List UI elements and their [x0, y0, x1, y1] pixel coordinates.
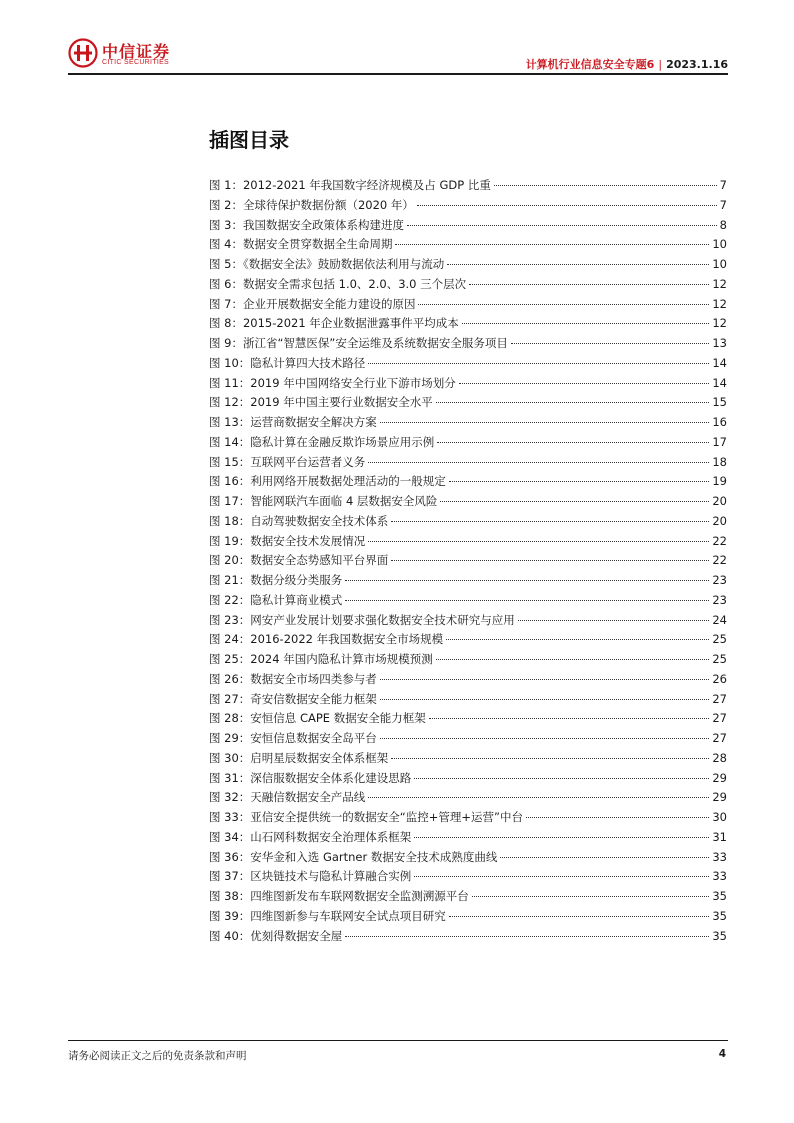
- toc-entry-page: 13: [712, 336, 727, 350]
- header-separator: |: [658, 58, 663, 71]
- toc-leader-dots: [368, 363, 709, 364]
- toc-entry[interactable]: [209, 927, 727, 947]
- toc-entry[interactable]: [209, 354, 727, 374]
- toc-entry-page: 12: [712, 276, 727, 291]
- toc-leader-dots: [414, 876, 709, 877]
- toc-leader-dots: [345, 600, 709, 601]
- figure-list: [209, 176, 727, 946]
- toc-leader-dots: [462, 323, 710, 324]
- citic-logo: [68, 36, 198, 72]
- toc-entry[interactable]: [209, 670, 727, 690]
- toc-leader-dots: [391, 560, 709, 561]
- toc-entry[interactable]: [209, 709, 727, 729]
- toc-entry-label: 图 32：天融信数据安全产品线: [209, 790, 366, 805]
- toc-entry-page: 35: [712, 889, 727, 903]
- toc-entry[interactable]: [209, 769, 727, 789]
- toc-entry-label: 图 19：数据安全技术发展情况: [209, 533, 366, 548]
- toc-entry[interactable]: [209, 472, 727, 492]
- toc-entry[interactable]: [209, 393, 727, 413]
- toc-entry-label: 图 23：网安产业发展计划要求强化数据安全技术研究与应用: [209, 612, 515, 627]
- toc-leader-dots: [459, 383, 710, 384]
- toc-entry[interactable]: [209, 453, 727, 473]
- toc-entry-page: 20: [712, 494, 727, 508]
- toc-leader-dots: [414, 778, 709, 779]
- toc-entry-page: 14: [712, 355, 727, 370]
- toc-entry-page: 29: [712, 790, 727, 805]
- toc-entry-page: 31: [712, 829, 727, 844]
- toc-leader-dots: [518, 620, 710, 621]
- toc-entry[interactable]: [209, 690, 727, 710]
- toc-entry[interactable]: [209, 788, 727, 808]
- toc-entry-page: 24: [712, 612, 727, 627]
- page-title: 插图目录: [209, 128, 289, 152]
- page-number: 4: [718, 1048, 726, 1060]
- footer-disclaimer: 请务必阅读正文之后的免责条款和声明: [68, 1050, 247, 1062]
- toc-entry[interactable]: [209, 611, 727, 631]
- toc-entry-label: 图 33：亚信安全提供统一的数据安全“监控+管理+运营”中台: [209, 810, 523, 824]
- report-title: 计算机行业信息安全专题6: [525, 58, 655, 71]
- toc-leader-dots: [449, 916, 710, 917]
- toc-entry[interactable]: [209, 650, 727, 670]
- toc-entry-label: 图 7：企业开展数据安全能力建设的原因: [209, 296, 416, 311]
- toc-leader-dots: [436, 659, 710, 660]
- toc-entry-label: 图 36：安华金和入选 Gartner 数据安全技术成熟度曲线: [209, 849, 498, 864]
- toc-entry-label: 图 25：2024 年国内隐私计算市场规模预测: [209, 652, 433, 666]
- toc-entry-label: 图 9：浙江省“智慧医保”安全运维及系统数据安全服务项目: [209, 336, 508, 350]
- toc-entry[interactable]: [209, 314, 727, 334]
- toc-entry[interactable]: [209, 176, 727, 196]
- toc-entry[interactable]: [209, 630, 727, 650]
- toc-entry[interactable]: [209, 887, 727, 907]
- toc-leader-dots: [380, 699, 710, 700]
- toc-leader-dots: [526, 817, 709, 818]
- toc-entry-page: 22: [712, 553, 727, 568]
- toc-entry-label: 图 11：2019 年中国网络安全行业下游市场划分: [209, 375, 456, 390]
- toc-entry[interactable]: [209, 551, 727, 571]
- toc-entry-label: 图 4：数据安全贯穿数据全生命周期: [209, 237, 393, 252]
- citic-emblem-icon: [68, 38, 98, 68]
- toc-entry-label: 图 31：深信服数据安全体系化建设思路: [209, 770, 412, 785]
- logo-english-name: CITIC SECURITIES: [102, 59, 170, 66]
- toc-entry-label: 图 20：数据安全态势感知平台界面: [209, 553, 389, 568]
- footer-divider: [68, 1040, 728, 1041]
- toc-entry-page: 27: [712, 691, 727, 706]
- toc-entry-page: 27: [712, 731, 727, 745]
- toc-entry[interactable]: [209, 255, 727, 275]
- toc-entry-label: 图 2：全球待保护数据份额（2020 年）: [209, 197, 414, 212]
- toc-entry-page: 22: [712, 533, 727, 548]
- toc-entry-page: 30: [712, 810, 727, 824]
- toc-entry[interactable]: [209, 295, 727, 315]
- toc-entry-page: 26: [712, 671, 727, 686]
- toc-leader-dots: [407, 225, 717, 226]
- toc-entry-page: 35: [712, 908, 727, 923]
- toc-entry-label: 图 8：2015-2021 年企业数据泄露事件平均成本: [209, 316, 459, 331]
- toc-entry-label: 图 27：奇安信数据安全能力框架: [209, 691, 377, 706]
- toc-entry[interactable]: [209, 848, 727, 868]
- toc-entry-label: 图 18：自动驾驶数据安全技术体系: [209, 513, 389, 528]
- toc-entry-page: 7: [719, 197, 727, 212]
- toc-entry-label: 图 16：利用网络开展数据处理活动的一般规定: [209, 474, 446, 489]
- toc-entry-page: 8: [719, 217, 727, 232]
- toc-entry-page: 19: [712, 474, 727, 489]
- toc-entry-page: 33: [712, 869, 727, 884]
- toc-entry-page: 10: [712, 237, 727, 252]
- toc-entry-label: 图 29：安恒信息数据安全岛平台: [209, 731, 377, 745]
- toc-entry[interactable]: [209, 196, 727, 216]
- toc-entry-label: 图 26：数据安全市场四类参与者: [209, 671, 377, 686]
- toc-entry-label: 图 14：隐私计算在金融反欺诈场景应用示例: [209, 434, 435, 449]
- toc-entry-label: 图 13：运营商数据安全解决方案: [209, 415, 377, 429]
- toc-entry-label: 图 3：我国数据安全政策体系构建进度: [209, 217, 404, 232]
- toc-leader-dots: [368, 462, 709, 463]
- toc-leader-dots: [368, 797, 709, 798]
- toc-leader-dots: [436, 402, 710, 403]
- toc-leader-dots: [440, 501, 709, 502]
- toc-leader-dots: [418, 304, 709, 305]
- toc-entry-label: 图 38：四维图新发布车联网数据安全监测溯源平台: [209, 889, 469, 903]
- toc-entry-label: 图 15：互联网平台运营者义务: [209, 454, 366, 469]
- toc-entry-label: 图 17：智能网联汽车面临 4 层数据安全风险: [209, 494, 438, 508]
- toc-entry-page: 33: [712, 849, 727, 864]
- toc-entry[interactable]: [209, 433, 727, 453]
- toc-entry-page: 23: [712, 592, 727, 607]
- toc-leader-dots: [437, 442, 709, 443]
- toc-entry[interactable]: [209, 571, 727, 591]
- toc-entry[interactable]: [209, 334, 727, 354]
- toc-entry-page: 25: [712, 632, 727, 647]
- toc-leader-dots: [414, 837, 709, 838]
- toc-entry[interactable]: [209, 235, 727, 255]
- toc-leader-dots: [380, 738, 710, 739]
- header-divider: [68, 73, 728, 75]
- logo-chinese-name: 中信证券: [102, 42, 171, 61]
- toc-entry[interactable]: [209, 275, 727, 295]
- toc-leader-dots: [395, 244, 709, 245]
- toc-entry[interactable]: [209, 907, 727, 927]
- toc-leader-dots: [494, 185, 717, 186]
- toc-leader-dots: [472, 896, 710, 897]
- toc-leader-dots: [391, 758, 709, 759]
- toc-entry-page: 27: [712, 711, 727, 726]
- toc-leader-dots: [380, 679, 710, 680]
- toc-entry-label: 图 39：四维图新参与车联网安全试点项目研究: [209, 908, 446, 923]
- toc-entry[interactable]: [209, 532, 727, 552]
- toc-entry-label: 图 37：区块链技术与隐私计算融合实例: [209, 869, 412, 884]
- toc-entry-label: 图 21：数据分级分类服务: [209, 573, 343, 587]
- toc-entry-page: 14: [712, 375, 727, 390]
- toc-leader-dots: [469, 284, 709, 285]
- toc-leader-dots: [391, 521, 709, 522]
- toc-entry[interactable]: [209, 749, 727, 769]
- toc-entry-page: 20: [712, 513, 727, 528]
- toc-entry[interactable]: [209, 216, 727, 236]
- toc-leader-dots: [500, 857, 709, 858]
- toc-entry[interactable]: [209, 867, 727, 887]
- toc-leader-dots: [345, 580, 709, 581]
- toc-entry[interactable]: [209, 729, 727, 749]
- toc-leader-dots: [446, 639, 709, 640]
- toc-entry-page: 18: [712, 454, 727, 469]
- toc-entry-page: 23: [712, 573, 727, 587]
- page-header: [68, 36, 728, 76]
- toc-entry[interactable]: [209, 512, 727, 532]
- toc-leader-dots: [380, 422, 710, 423]
- toc-entry-label: 图 10：隐私计算四大技术路径: [209, 355, 366, 370]
- toc-entry-page: 15: [712, 395, 727, 410]
- toc-entry[interactable]: [209, 828, 727, 848]
- toc-leader-dots: [345, 936, 709, 937]
- toc-entry-page: 35: [712, 928, 727, 943]
- toc-entry-label: 图 30：启明星辰数据安全体系框架: [209, 750, 389, 765]
- toc-entry-label: 图 22：隐私计算商业模式: [209, 592, 343, 607]
- toc-entry-label: 图 1：2012-2021 年我国数字经济规模及占 GDP 比重: [209, 178, 491, 192]
- toc-entry-page: 12: [712, 316, 727, 331]
- toc-entry-page: 29: [712, 770, 727, 785]
- toc-leader-dots: [447, 264, 709, 265]
- toc-entry-label: 图 28：安恒信息 CAPE 数据安全能力框架: [209, 711, 426, 726]
- toc-entry-label: 图 12：2019 年中国主要行业数据安全水平: [209, 395, 433, 410]
- toc-entry-page: 28: [712, 750, 727, 765]
- report-date: 2023.1.16: [666, 58, 728, 71]
- toc-leader-dots: [368, 541, 709, 542]
- header-report-info: [526, 56, 728, 72]
- toc-entry-page: 7: [719, 178, 727, 192]
- toc-entry-page: 10: [712, 257, 727, 271]
- toc-entry-label: 图 24：2016-2022 年我国数据安全市场规模: [209, 632, 444, 647]
- toc-entry-label: 图 34：山石网科数据安全治理体系框架: [209, 829, 412, 844]
- toc-entry[interactable]: [209, 374, 727, 394]
- toc-leader-dots: [429, 718, 710, 719]
- toc-entry[interactable]: [209, 808, 727, 828]
- toc-leader-dots: [449, 481, 710, 482]
- toc-entry[interactable]: [209, 492, 727, 512]
- toc-entry-label: 图 6：数据安全需求包括 1.0、2.0、3.0 三个层次: [209, 276, 467, 291]
- toc-leader-dots: [511, 343, 709, 344]
- toc-entry-label: 图 40：优刻得数据安全屋: [209, 928, 343, 943]
- toc-entry-page: 25: [712, 652, 727, 666]
- toc-entry-page: 17: [712, 434, 727, 449]
- toc-entry[interactable]: [209, 591, 727, 611]
- toc-entry[interactable]: [209, 413, 727, 433]
- toc-entry-label: 图 5：《数据安全法》鼓励数据依法利用与流动: [209, 257, 445, 271]
- toc-leader-dots: [417, 205, 717, 206]
- toc-entry-page: 16: [712, 415, 727, 429]
- toc-entry-page: 12: [712, 296, 727, 311]
